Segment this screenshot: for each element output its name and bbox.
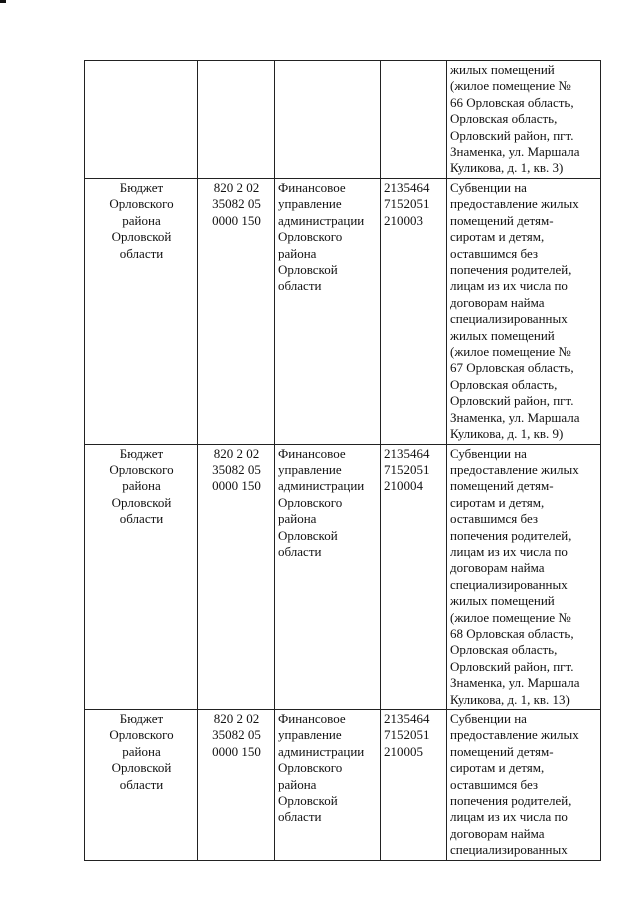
cell-line: 210005 xyxy=(384,743,423,759)
cell-line: жилых помещений xyxy=(450,327,555,343)
cell-line: 820 2 02 xyxy=(213,711,260,726)
number-cell xyxy=(381,61,447,179)
cell-line: Орловской xyxy=(278,527,338,543)
cell-line: Куликова, д. 1, кв. 3) xyxy=(450,160,564,176)
cell-line: 2135464 xyxy=(384,711,430,726)
cell-line: Орловского xyxy=(278,229,343,245)
cell-line: Орловская область, xyxy=(450,376,558,392)
table-row xyxy=(85,179,601,445)
cell-line: 35082 05 xyxy=(212,461,261,477)
cell-line: Орловский район, пгт. xyxy=(450,393,574,409)
cell-line: договорам найма xyxy=(450,560,545,576)
admin-cell xyxy=(275,444,381,710)
cell-line: 0000 150 xyxy=(212,478,261,494)
cell-line: Орловской xyxy=(111,494,172,510)
cell-line: оставшимся без xyxy=(450,511,539,527)
cell-line: сиротам и детям, xyxy=(450,494,545,510)
description-cell xyxy=(447,444,601,710)
cell-line: Бюджет xyxy=(119,445,164,461)
cell-line: попечения родителей, xyxy=(450,527,572,543)
cell-line: Знаменка, ул. Маршала xyxy=(450,409,580,425)
cell-line: 820 2 02 xyxy=(213,445,260,461)
cell-line: 66 Орловская область, xyxy=(450,94,574,110)
cell-line: 0000 150 xyxy=(212,212,261,228)
cell-line: (жилое помещение № xyxy=(450,609,571,625)
cell-line: администрации xyxy=(278,478,365,494)
code-cell xyxy=(198,710,275,861)
cell-line: 210004 xyxy=(384,478,423,494)
cell-line: Орловского xyxy=(109,196,174,212)
cell-line: специализированных xyxy=(450,311,568,327)
cell-line: Финансовое xyxy=(278,445,346,461)
table-row xyxy=(85,61,601,179)
cell-line: 35082 05 xyxy=(212,727,261,743)
description-cell xyxy=(447,710,601,861)
number-cell xyxy=(381,710,447,861)
cell-line: Бюджет xyxy=(119,711,164,726)
cell-line: 820 2 02 xyxy=(213,180,260,195)
cell-line: Орловский район, пгт. xyxy=(450,658,574,674)
cell-line: администрации xyxy=(278,743,365,759)
cell-line: Орловская область, xyxy=(450,111,558,127)
cell-line: области xyxy=(278,543,322,559)
cell-line: 35082 05 xyxy=(212,196,261,212)
cell-line: помещений детям- xyxy=(450,212,554,228)
cell-line: попечения родителей, xyxy=(450,793,572,809)
cell-line: помещений детям- xyxy=(450,478,554,494)
table-body xyxy=(85,61,601,861)
budget-cell xyxy=(85,61,198,179)
cell-line: (жилое помещение № xyxy=(450,344,571,360)
cell-line: договорам найма xyxy=(450,825,545,841)
cell-line: жилых помещений xyxy=(450,593,555,609)
admin-cell xyxy=(275,61,381,179)
budget-cell xyxy=(85,444,198,710)
cell-line: Знаменка, ул. Маршала xyxy=(450,144,580,160)
cell-line: Орловского xyxy=(109,727,174,743)
cell-line: Субвенции на xyxy=(450,180,527,195)
cell-line: лицам из их числа по xyxy=(450,543,568,559)
cell-line: жилых помещений xyxy=(450,62,555,77)
number-cell xyxy=(381,444,447,710)
cell-line: района xyxy=(122,743,161,759)
cell-line: Орловской xyxy=(278,793,338,809)
cell-line: лицам из их числа по xyxy=(450,278,568,294)
cell-line: Орловского xyxy=(278,494,343,510)
cell-line: Орловской xyxy=(278,262,338,278)
cell-line: Куликова, д. 1, кв. 9) xyxy=(450,426,564,442)
cell-line: 2135464 xyxy=(384,445,430,461)
cell-line: администрации xyxy=(278,212,365,228)
cell-line: управление xyxy=(278,727,342,743)
budget-cell xyxy=(85,179,198,445)
cell-line: оставшимся без xyxy=(450,245,539,261)
cell-line: района xyxy=(122,212,161,228)
cell-line: Субвенции на xyxy=(450,445,527,461)
cell-line: управление xyxy=(278,196,342,212)
cell-line: 0000 150 xyxy=(212,743,261,759)
cell-line: 67 Орловская область, xyxy=(450,360,574,376)
code-cell xyxy=(198,61,275,179)
cell-line: оставшимся без xyxy=(450,776,539,792)
cell-line: района xyxy=(278,245,317,261)
budget-cell xyxy=(85,710,198,861)
table-row xyxy=(85,444,601,710)
cell-line: Орловского xyxy=(278,760,343,776)
description-cell xyxy=(447,61,601,179)
cell-line: Орловская область, xyxy=(450,642,558,658)
admin-cell xyxy=(275,710,381,861)
cell-line: Финансовое xyxy=(278,711,346,726)
cell-line: 7152051 xyxy=(384,461,430,477)
cell-line: области xyxy=(278,809,322,825)
cell-line: лицам из их числа по xyxy=(450,809,568,825)
cell-line: попечения родителей, xyxy=(450,262,572,278)
cell-line: (жилое помещение № xyxy=(450,78,571,94)
cell-line: области xyxy=(119,776,164,792)
subvention-table xyxy=(84,60,601,861)
cell-line: управление xyxy=(278,461,342,477)
cell-line: 68 Орловская область, xyxy=(450,625,574,641)
cell-line: 7152051 xyxy=(384,196,430,212)
cell-line: предоставление жилых xyxy=(450,461,579,477)
cell-line: Орловский район, пгт. xyxy=(450,127,574,143)
cell-line: Орловской xyxy=(111,760,172,776)
cell-line: договорам найма xyxy=(450,294,545,310)
table-row xyxy=(85,710,601,861)
cell-line: Куликова, д. 1, кв. 13) xyxy=(450,691,570,707)
cell-line: области xyxy=(278,278,322,294)
cell-line: 7152051 xyxy=(384,727,430,743)
cell-line: специализированных xyxy=(450,842,568,858)
cell-line: Орловской xyxy=(111,229,172,245)
cell-line: 210003 xyxy=(384,212,423,228)
cell-line: Орловского xyxy=(109,461,174,477)
number-cell xyxy=(381,179,447,445)
cell-line: 2135464 xyxy=(384,180,430,195)
cell-line: Субвенции на xyxy=(450,711,527,726)
cell-line: специализированных xyxy=(450,576,568,592)
cell-line: района xyxy=(278,511,317,527)
code-cell xyxy=(198,179,275,445)
cell-line: района xyxy=(278,776,317,792)
cell-line: Знаменка, ул. Маршала xyxy=(450,675,580,691)
description-cell xyxy=(447,179,601,445)
scan-corner-mark xyxy=(0,0,6,3)
cell-line: сиротам и детям, xyxy=(450,229,545,245)
cell-line: предоставление жилых xyxy=(450,727,579,743)
cell-line: района xyxy=(122,478,161,494)
cell-line: области xyxy=(119,511,164,527)
cell-line: предоставление жилых xyxy=(450,196,579,212)
cell-line: Финансовое xyxy=(278,180,346,195)
cell-line: Бюджет xyxy=(119,180,164,195)
code-cell xyxy=(198,444,275,710)
cell-line: области xyxy=(119,245,164,261)
admin-cell xyxy=(275,179,381,445)
cell-line: помещений детям- xyxy=(450,743,554,759)
cell-line: сиротам и детям, xyxy=(450,760,545,776)
